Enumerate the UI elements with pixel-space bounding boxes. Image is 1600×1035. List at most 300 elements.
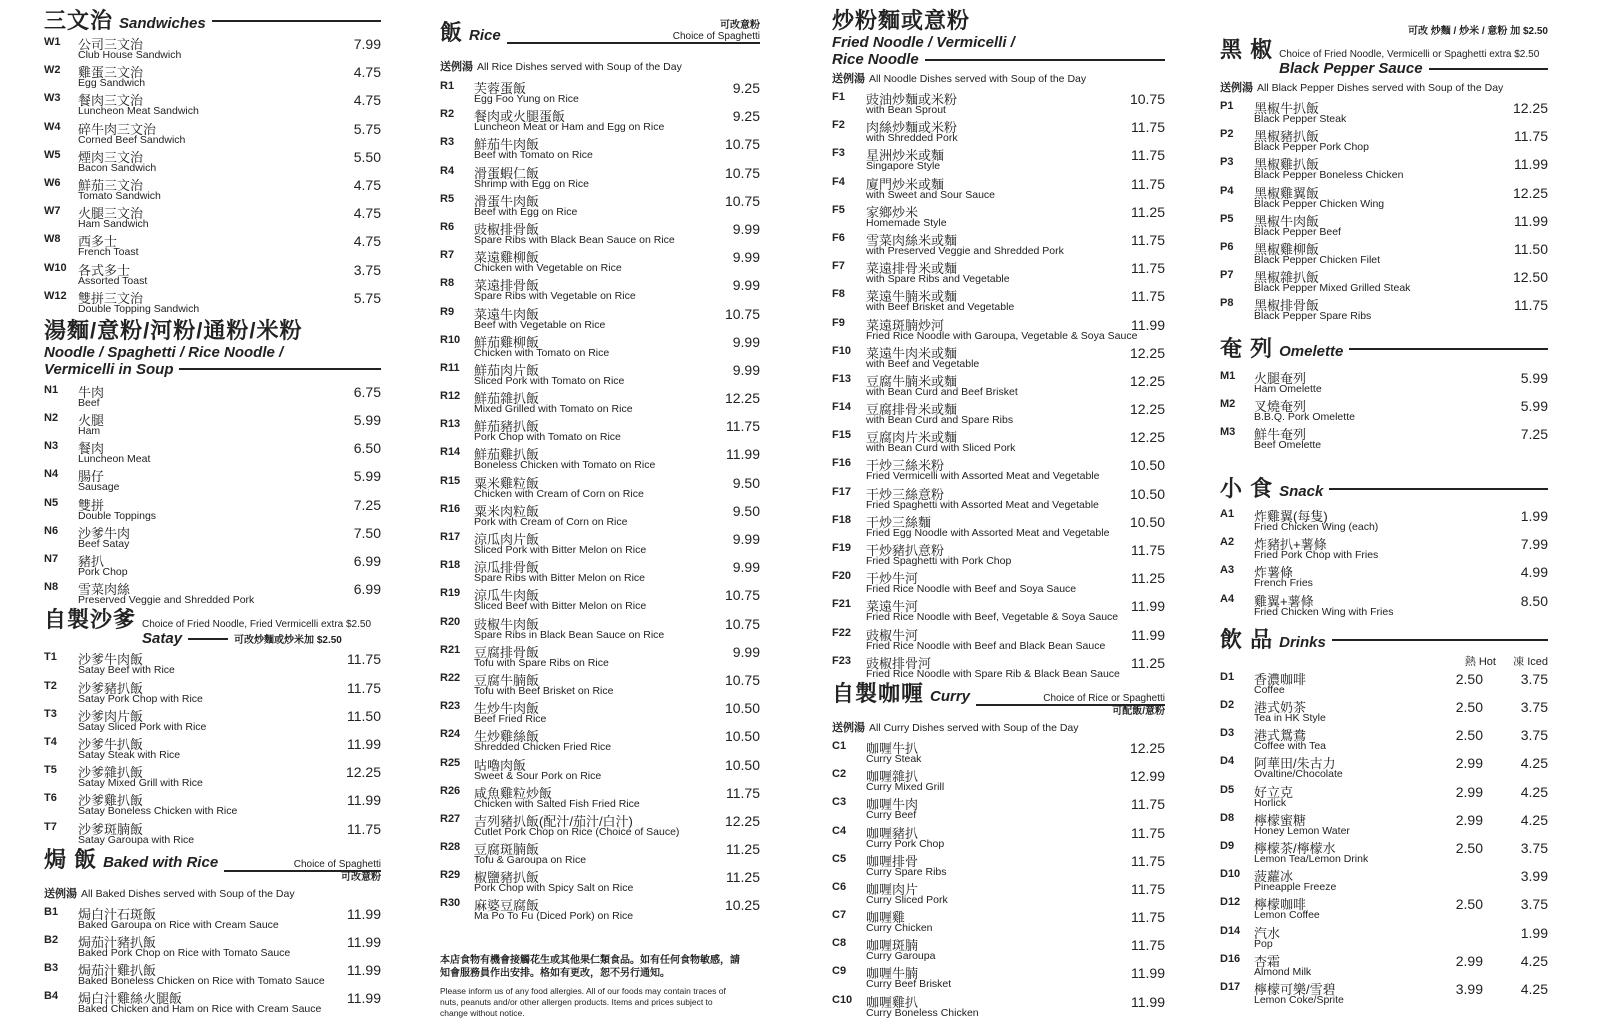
item-name-zh: 咖喱牛扒 bbox=[866, 740, 919, 756]
item-name-en: with Bean Sprout bbox=[866, 104, 946, 116]
item-price: 7.25 bbox=[353, 496, 381, 513]
item-code: R10 bbox=[440, 333, 461, 346]
menu-item bbox=[832, 963, 1165, 991]
item-name-zh: 咖喱雞扒 bbox=[866, 994, 919, 1010]
item-name-zh: 滑蛋牛肉飯 bbox=[474, 193, 540, 209]
item-code: W8 bbox=[44, 233, 61, 246]
menu-item bbox=[832, 766, 1165, 794]
menu-item bbox=[44, 932, 381, 960]
menu-item bbox=[1220, 267, 1548, 295]
item-code: R15 bbox=[440, 474, 461, 487]
item-code: P5 bbox=[1220, 212, 1234, 225]
item-name-en: with Shredded Pork bbox=[866, 132, 958, 145]
menu-item bbox=[44, 523, 381, 551]
menu-item-list bbox=[44, 382, 381, 608]
item-code: P4 bbox=[1220, 184, 1234, 197]
item-name-en: Satay Pork Chop with Rice bbox=[78, 692, 203, 705]
item-price: 11.75 bbox=[1131, 542, 1165, 558]
item-code: F14 bbox=[832, 401, 851, 414]
item-price: 5.99 bbox=[353, 412, 381, 429]
item-name-zh: 咖喱雜扒 bbox=[866, 769, 919, 785]
item-code: F19 bbox=[832, 542, 851, 554]
menu-item bbox=[1220, 753, 1548, 781]
item-name-en: Shredded Chicken Fried Rice bbox=[474, 741, 612, 754]
item-name-zh: 鮮茄牛肉飯 bbox=[474, 137, 540, 153]
soup-text: All Noodle Dishes served with Soup of the Day bbox=[869, 73, 1087, 85]
item-name-zh: 涼瓜排骨飯 bbox=[474, 560, 540, 576]
item-name-en: Ham Sandwich bbox=[78, 218, 149, 231]
menu-item bbox=[44, 231, 381, 259]
item-price: 11.75 bbox=[1131, 260, 1165, 277]
item-price: 9.99 bbox=[732, 277, 760, 294]
item-price: 11.75 bbox=[1131, 852, 1165, 869]
item-name-en: Chicken with Cream of Corn on Rice bbox=[474, 487, 644, 500]
item-price: 10.50 bbox=[724, 728, 760, 745]
item-price: 11.25 bbox=[726, 841, 760, 858]
menu-item bbox=[832, 512, 1165, 540]
item-price: 4.75 bbox=[353, 64, 381, 81]
item-name-en: Satay Beef with Rice bbox=[78, 664, 175, 677]
soup-note bbox=[832, 719, 1165, 735]
menu-item-list bbox=[1220, 98, 1548, 324]
item-price: 12.25 bbox=[1512, 184, 1548, 201]
menu-item bbox=[44, 175, 381, 203]
section-title-en: Fried Noodle / Vermicelli / bbox=[832, 34, 1015, 51]
item-price: 4.75 bbox=[353, 176, 381, 193]
item-name-zh: 焗茄汁雞扒飯 bbox=[78, 963, 157, 979]
item-name-en: Ham bbox=[78, 425, 101, 438]
item-price: 5.99 bbox=[1520, 369, 1548, 386]
item-name-en: Ma Po To Fu (Diced Pork) on Rice bbox=[474, 910, 634, 923]
item-name-zh: 肉絲炒麵或米粉 bbox=[866, 120, 958, 136]
item-name-en: Luncheon Meat bbox=[78, 453, 151, 466]
item-code: A4 bbox=[1220, 592, 1235, 605]
item-price: 10.25 bbox=[724, 897, 760, 914]
item-name-zh: 西多士 bbox=[78, 234, 118, 250]
item-code: T7 bbox=[44, 820, 57, 833]
item-price-hot: 2.50 bbox=[1455, 699, 1483, 715]
item-name-en: with Preserved Veggie and Shredded Pork bbox=[866, 244, 1064, 257]
item-name-en: with Spare Ribs and Vegetable bbox=[866, 273, 1010, 286]
item-price-hot: 2.99 bbox=[1455, 783, 1483, 800]
item-name-en: Tofu with Beef Brisket on Rice bbox=[474, 684, 614, 697]
section-title-en: Drinks bbox=[1279, 633, 1326, 651]
item-price: 12.25 bbox=[724, 812, 760, 829]
item-name-zh: 各式多士 bbox=[78, 262, 131, 278]
item-name-en: Lemon Tea/Lemon Drink bbox=[1254, 852, 1369, 865]
item-code: R3 bbox=[440, 136, 455, 149]
item-name-en: with Bean Curd with Sliced Pork bbox=[866, 442, 1016, 455]
item-code: N1 bbox=[44, 383, 59, 396]
menu-item bbox=[832, 89, 1165, 117]
item-code: R26 bbox=[440, 784, 461, 797]
item-code: M1 bbox=[1220, 369, 1236, 382]
item-code: T6 bbox=[44, 792, 57, 805]
item-name-en: Spare Ribs with Black Bean Sauce on Rice bbox=[474, 233, 675, 246]
section-header bbox=[1220, 336, 1548, 362]
item-price: 11.75 bbox=[1131, 796, 1165, 813]
divider bbox=[179, 368, 381, 370]
item-name-zh: 鮮茄豬扒飯 bbox=[474, 419, 540, 435]
item-price: 10.75 bbox=[724, 615, 760, 632]
section-note-zh: 可改 炒麵 / 炒米 / 意粉 加 $2.50 bbox=[1407, 26, 1548, 37]
item-code: F5 bbox=[832, 203, 845, 216]
item-name-en: Coffee with Tea bbox=[1254, 740, 1326, 753]
item-name-en: Black Pepper Chicken Wing bbox=[1254, 197, 1385, 210]
item-code: D8 bbox=[1220, 811, 1235, 824]
item-price: 9.99 bbox=[732, 531, 760, 547]
item-name-zh: 雙拼 bbox=[78, 497, 105, 513]
item-code: B4 bbox=[44, 990, 59, 1003]
menu-item bbox=[440, 783, 760, 811]
item-price-hot: 2.50 bbox=[1455, 839, 1483, 856]
menu-item bbox=[44, 495, 381, 523]
item-code: R14 bbox=[440, 446, 461, 459]
item-name-zh: 菜遠斑腩炒河 bbox=[866, 317, 945, 333]
item-code: F18 bbox=[832, 513, 851, 526]
menu-item bbox=[44, 288, 381, 316]
section-note-en: Choice of Spaghetti bbox=[507, 31, 760, 44]
menu-item bbox=[832, 427, 1165, 455]
item-name-zh: 椒鹽豬扒飯 bbox=[474, 870, 540, 886]
item-name-en: Satay Mixed Grill with Rice bbox=[78, 777, 203, 790]
item-name-zh: 豆腐斑腩飯 bbox=[474, 842, 540, 858]
section-title-zh: 自製沙爹 bbox=[44, 607, 137, 633]
menu-item bbox=[832, 879, 1165, 907]
item-name-zh: 黑椒牛扒飯 bbox=[1254, 101, 1320, 116]
section-title-en: Satay bbox=[142, 630, 183, 648]
item-name-zh: 菜遠排骨飯 bbox=[474, 278, 540, 294]
item-name-en: Boneless Chicken with Tomato on Rice bbox=[474, 459, 656, 472]
menu-item bbox=[1220, 154, 1548, 182]
item-price: 11.25 bbox=[726, 869, 760, 886]
menu-item bbox=[44, 960, 381, 988]
item-name-en: Spare Ribs in Black Bean Sauce on Rice bbox=[474, 628, 665, 641]
item-code: F9 bbox=[832, 316, 845, 329]
section-title-zh: 黑 椒 bbox=[1220, 37, 1274, 62]
item-price: 11.75 bbox=[1514, 128, 1548, 145]
divider bbox=[1329, 488, 1548, 490]
menu-item bbox=[832, 653, 1165, 681]
item-name-en: Tofu & Garoupa on Rice bbox=[474, 854, 587, 867]
item-price: 6.99 bbox=[353, 581, 381, 598]
menu-item bbox=[44, 382, 381, 410]
soup-label: 送例湯 bbox=[1220, 82, 1253, 94]
item-code: C2 bbox=[832, 768, 847, 781]
rice-section bbox=[440, 20, 760, 1019]
item-name-zh: 炸薯條 bbox=[1254, 565, 1294, 581]
item-price: 10.75 bbox=[724, 164, 760, 181]
item-code: D12 bbox=[1220, 896, 1241, 909]
item-code: W10 bbox=[44, 261, 67, 274]
item-name-zh: 菜遠牛腩米或麵 bbox=[866, 289, 958, 305]
item-code: C1 bbox=[832, 739, 847, 752]
item-name-en: Ham Omelette bbox=[1254, 382, 1322, 395]
item-price: 9.50 bbox=[732, 474, 760, 491]
item-price: 4.75 bbox=[353, 233, 381, 250]
item-price: 10.50 bbox=[1129, 485, 1165, 502]
item-name-en: Egg Sandwich bbox=[78, 77, 146, 90]
item-price: 11.75 bbox=[1131, 909, 1165, 926]
item-code: R23 bbox=[440, 700, 461, 713]
item-name-zh: 干炒三絲米粉 bbox=[866, 458, 945, 474]
item-price-hot: 2.99 bbox=[1455, 952, 1483, 969]
soup-text: All Baked Dishes served with Soup of the Day bbox=[81, 887, 295, 900]
hot-column-header: 熱 Hot bbox=[1464, 655, 1496, 668]
item-code: R27 bbox=[440, 812, 461, 825]
menu-item bbox=[1220, 183, 1548, 211]
soup-text: All Black Pepper Dishes served with Soup of the Day bbox=[1257, 82, 1504, 94]
item-price-iced: 4.25 bbox=[1520, 980, 1548, 997]
item-name-en: Beef with Tomato on Rice bbox=[474, 149, 593, 162]
item-code: W1 bbox=[44, 36, 61, 48]
menu-item-list bbox=[44, 34, 381, 316]
section-header bbox=[44, 361, 381, 378]
item-name-zh: 黑椒雞柳飯 bbox=[1254, 241, 1320, 257]
menu-item bbox=[832, 794, 1165, 822]
item-name-zh: 家鄉炒米 bbox=[866, 204, 919, 220]
item-name-zh: 粟米肉粒飯 bbox=[474, 503, 540, 519]
menu-item bbox=[1220, 424, 1548, 452]
menu-item bbox=[1220, 951, 1548, 979]
menu-item bbox=[440, 275, 760, 303]
menu-item bbox=[440, 332, 760, 360]
menu-item bbox=[440, 529, 760, 557]
item-name-en: Pork Chop with Tomato on Rice bbox=[474, 431, 621, 444]
item-name-en: Beef Fried Rice bbox=[474, 713, 547, 726]
item-name-zh: 鮮茄雜扒飯 bbox=[474, 391, 540, 407]
menu-item bbox=[440, 78, 760, 106]
item-name-zh: 豬扒 bbox=[78, 554, 105, 569]
menu-item bbox=[44, 466, 381, 494]
item-name-en: Fried Spaghetti with Assorted Meat and Vegetable bbox=[866, 498, 1099, 511]
item-price: 11.75 bbox=[726, 784, 760, 801]
item-price: 5.75 bbox=[353, 289, 381, 306]
item-price: 10.50 bbox=[1129, 513, 1165, 530]
black-pepper-section bbox=[1220, 26, 1548, 324]
item-name-en: Sausage bbox=[78, 481, 120, 494]
menu-item bbox=[44, 790, 381, 818]
item-code: D17 bbox=[1220, 980, 1241, 993]
menu-item bbox=[44, 649, 381, 677]
item-price: 11.99 bbox=[1514, 156, 1548, 173]
item-name-zh: 干炒三絲意粉 bbox=[866, 486, 945, 502]
menu-item-list bbox=[440, 78, 760, 924]
item-price: 11.75 bbox=[347, 651, 381, 668]
item-code: C7 bbox=[832, 909, 847, 922]
menu-item bbox=[832, 202, 1165, 230]
menu-item bbox=[440, 416, 760, 444]
item-name-en: Fried Rice Noodle with Beef and Soya Sauce bbox=[866, 583, 1077, 596]
section-header bbox=[44, 847, 381, 883]
soup-text: All Curry Dishes served with Soup of the Day bbox=[869, 721, 1079, 734]
item-price: 4.75 bbox=[353, 205, 381, 222]
item-price-iced: 3.75 bbox=[1520, 727, 1548, 744]
item-price: 5.75 bbox=[353, 120, 381, 137]
menu-item bbox=[832, 117, 1165, 145]
item-code: P2 bbox=[1220, 128, 1234, 141]
item-code: N6 bbox=[44, 524, 59, 537]
satay-section bbox=[44, 607, 381, 846]
item-code: M2 bbox=[1220, 397, 1236, 410]
item-name-zh: 咕嚕肉飯 bbox=[474, 757, 527, 773]
item-code: F17 bbox=[832, 485, 851, 498]
section-title-zh: 小 食 bbox=[1220, 476, 1274, 502]
menu-item bbox=[440, 895, 760, 923]
item-code: R6 bbox=[440, 220, 455, 233]
item-code: C9 bbox=[832, 965, 847, 978]
item-name-zh: 滑蛋蝦仁飯 bbox=[474, 165, 540, 181]
item-price: 10.75 bbox=[724, 587, 760, 604]
section-note-en: Choice of Spaghetti bbox=[224, 859, 381, 872]
item-name-en: Sliced Pork with Bitter Melon on Rice bbox=[474, 544, 647, 556]
item-code: F7 bbox=[832, 260, 845, 273]
menu-item bbox=[832, 625, 1165, 653]
item-name-zh: 公司三文治 bbox=[78, 37, 144, 52]
item-code: D5 bbox=[1220, 783, 1235, 796]
section-title-en: Curry bbox=[930, 687, 971, 705]
menu-item bbox=[1220, 126, 1548, 154]
menu-item bbox=[1220, 506, 1548, 534]
item-name-en: Chicken with Salted Fish Fried Rice bbox=[474, 797, 640, 810]
menu-item bbox=[832, 230, 1165, 258]
menu-item bbox=[440, 614, 760, 642]
item-name-en: Baked Chicken and Ham on Rice with Cream Sauce bbox=[78, 1003, 322, 1016]
divider bbox=[1332, 639, 1548, 641]
menu-item bbox=[44, 551, 381, 579]
item-price-iced: 3.75 bbox=[1520, 896, 1548, 913]
item-code: R28 bbox=[440, 841, 461, 854]
item-name-en: with Beef Brisket and Vegetable bbox=[866, 301, 1015, 314]
item-name-en: with Bean Curd and Beef Brisket bbox=[866, 385, 1018, 398]
item-name-zh: 黑椒雜扒飯 bbox=[1254, 270, 1320, 286]
item-name-en: Fried Rice Noodle with Beef and Black Bean Sauce bbox=[866, 639, 1106, 652]
item-code: R16 bbox=[440, 502, 461, 515]
item-price: 7.50 bbox=[353, 524, 381, 541]
menu-item bbox=[832, 484, 1165, 512]
item-code: R21 bbox=[440, 643, 461, 656]
menu-item bbox=[44, 34, 381, 62]
item-name-en: Bacon Sandwich bbox=[78, 161, 157, 174]
item-price: 9.99 bbox=[732, 361, 760, 378]
item-name-zh: 杏霜 bbox=[1254, 953, 1281, 969]
menu-item bbox=[1220, 866, 1548, 894]
item-name-en: Lemon Coffee bbox=[1254, 909, 1320, 922]
item-name-zh: 干炒豬扒意粉 bbox=[866, 543, 945, 558]
soup-label: 送例湯 bbox=[440, 61, 473, 73]
item-price: 9.99 bbox=[732, 559, 760, 576]
menu-item bbox=[832, 851, 1165, 879]
item-name-en: Ovaltine/Chocolate bbox=[1254, 768, 1343, 781]
item-code: T4 bbox=[44, 735, 57, 748]
menu-item bbox=[44, 90, 381, 118]
item-price: 10.75 bbox=[724, 305, 760, 322]
item-name-zh: 焗白汁石斑飯 bbox=[78, 906, 157, 922]
item-code: M3 bbox=[1220, 425, 1236, 438]
menu-item bbox=[832, 145, 1165, 173]
item-name-en: with Beef and Vegetable bbox=[866, 357, 980, 370]
item-name-en: Sweet & Sour Pork on Rice bbox=[474, 769, 602, 782]
item-name-en: Double Topping Sandwich bbox=[78, 302, 200, 315]
section-title-zh: 飯 bbox=[440, 20, 464, 45]
menu-item bbox=[44, 678, 381, 706]
divider bbox=[212, 20, 381, 22]
section-title-zh: 三文治 bbox=[44, 8, 114, 33]
section-header bbox=[44, 607, 381, 647]
item-name-en: Tea in HK Style bbox=[1254, 712, 1326, 724]
item-name-en: Beef Omelette bbox=[1254, 438, 1322, 451]
item-price: 10.50 bbox=[724, 700, 760, 717]
item-code: N5 bbox=[44, 496, 59, 509]
item-code: P3 bbox=[1220, 156, 1234, 169]
item-price-iced: 4.25 bbox=[1520, 755, 1548, 772]
item-name-zh: 豆腐肉片米或麵 bbox=[866, 430, 958, 446]
menu-item bbox=[1220, 562, 1548, 590]
menu-item bbox=[832, 399, 1165, 427]
item-code: D10 bbox=[1220, 868, 1241, 881]
item-name-zh: 沙爹肉片飯 bbox=[78, 708, 144, 724]
item-name-zh: 豆腐排骨飯 bbox=[474, 644, 540, 660]
item-name-en: Beef with Egg on Rice bbox=[474, 205, 578, 218]
item-name-zh: 鮮茄雞扒飯 bbox=[474, 447, 540, 463]
menu-item bbox=[440, 698, 760, 726]
item-price: 11.99 bbox=[347, 962, 381, 979]
item-name-en: Satay Steak with Rice bbox=[78, 748, 181, 761]
section-header bbox=[1220, 627, 1548, 653]
item-price: 11.25 bbox=[1131, 203, 1165, 220]
item-price: 11.75 bbox=[1131, 175, 1165, 192]
item-code: F4 bbox=[832, 175, 845, 188]
item-price: 8.50 bbox=[1520, 592, 1548, 609]
menu-item bbox=[832, 540, 1165, 568]
item-name-en: Black Pepper Chicken Filet bbox=[1254, 253, 1381, 266]
section-title-zh: 飲 品 bbox=[1220, 626, 1274, 652]
item-price: 6.50 bbox=[353, 440, 381, 457]
menu-item bbox=[440, 867, 760, 895]
menu-item bbox=[832, 568, 1165, 596]
menu-item bbox=[832, 343, 1165, 371]
item-name-zh: 生炒牛肉飯 bbox=[474, 701, 540, 717]
section-title-en: Baked with Rice bbox=[103, 853, 219, 871]
item-name-en: Pineapple Freeze bbox=[1254, 881, 1337, 894]
section-title-en: Omelette bbox=[1279, 342, 1344, 360]
item-price-iced: 3.75 bbox=[1520, 670, 1548, 687]
item-name-en: Honey Lemon Water bbox=[1254, 824, 1350, 837]
item-price: 11.25 bbox=[1131, 570, 1165, 587]
item-price: 11.75 bbox=[1131, 824, 1165, 841]
item-price: 12.25 bbox=[1512, 100, 1548, 116]
item-name-en: Satay Sliced Pork with Rice bbox=[78, 720, 207, 733]
item-code: F3 bbox=[832, 147, 845, 160]
menu-item bbox=[832, 907, 1165, 935]
divider bbox=[188, 638, 228, 640]
item-name-zh: 雞蛋三文治 bbox=[78, 65, 144, 81]
item-code: D14 bbox=[1220, 924, 1241, 937]
item-name-zh: 咖喱排骨 bbox=[866, 853, 919, 869]
menu-item bbox=[1220, 782, 1548, 810]
item-name-en: Fried Rice Noodle with Beef, Vegetable & Soya Sauce bbox=[866, 611, 1119, 624]
item-name-en: Shrimp with Egg on Rice bbox=[474, 177, 589, 190]
item-code: C4 bbox=[832, 824, 847, 837]
item-name-en: Beef with Vegetable on Rice bbox=[474, 318, 606, 331]
item-price: 11.75 bbox=[1131, 147, 1165, 164]
menu-item bbox=[440, 163, 760, 191]
item-price: 9.99 bbox=[732, 220, 760, 237]
menu-item bbox=[1220, 368, 1548, 396]
iced-column-header: 凍 Iced bbox=[1513, 655, 1548, 668]
item-name-en: Singapore Style bbox=[866, 160, 941, 173]
item-code: F23 bbox=[832, 654, 851, 667]
